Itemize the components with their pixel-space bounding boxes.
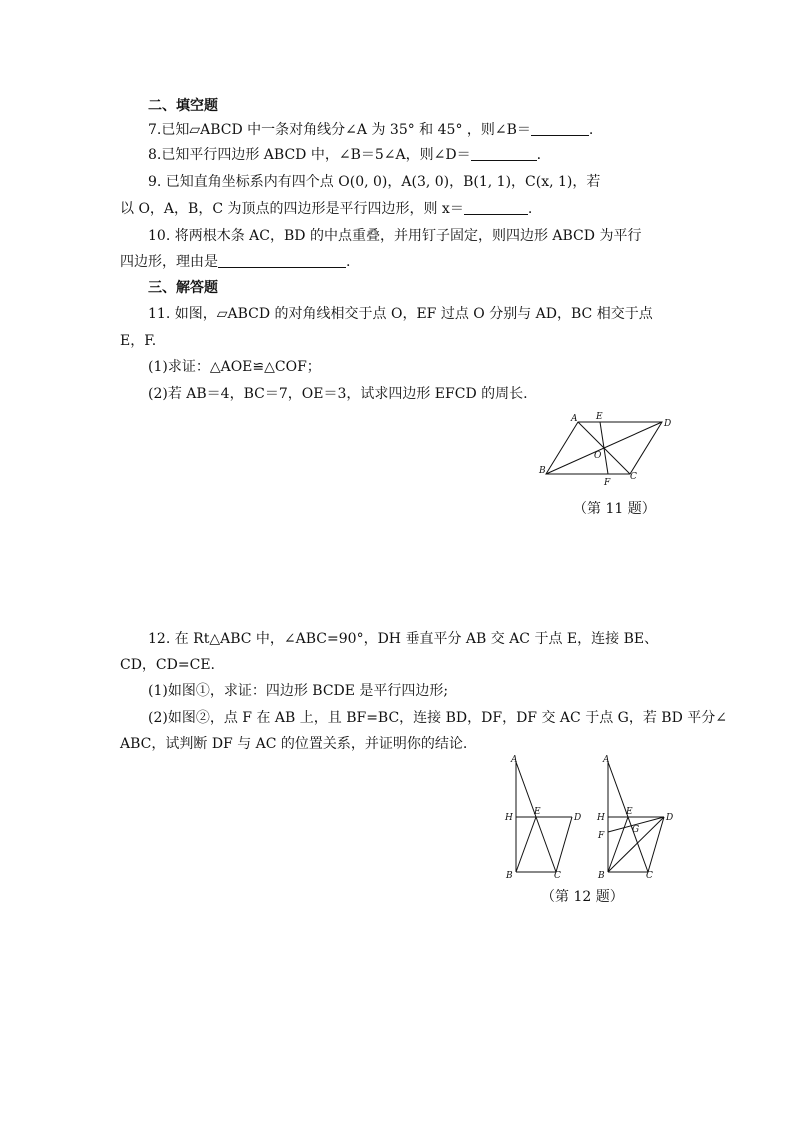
label-f: F [604,478,611,488]
label-h: H [597,813,605,823]
question-12-line2: CD，CD=CE. [120,657,215,673]
label-e: E [596,412,603,422]
figure-12-1 [500,752,590,882]
figure-12-2 [590,752,690,882]
question-9-line2 [120,199,532,219]
question-11-part1: (1)求证：△AOE≌△COF； [148,359,321,375]
question-8 [148,145,541,165]
label-a: A [511,755,518,765]
label-h: H [505,813,513,823]
label-d: D [574,813,582,823]
label-g: G [632,825,640,835]
label-b: B [539,466,546,476]
question-7-text: 7.已知▱ABCD 中一条对角线分∠A 为 35° 和 45° ，则∠B＝ [148,122,531,138]
caption-figure-11: （第 11 题） [573,501,656,517]
section-title-fill-blank: 二、填空题 [148,98,218,114]
question-11-line2: E，F. [120,333,157,349]
label-a: A [603,755,610,765]
label-o: O [594,451,602,461]
label-e: E [534,807,541,817]
question-8-text: 8.已知平行四边形 ABCD 中，∠B＝5∠A，则∠D＝ [148,147,471,163]
question-12-part2-line1: (2)如图②，点 F 在 AB 上，且 BF=BC，连接 BD，DF，DF 交 AC 于点 G，若 BD 平分∠ [148,710,727,726]
answer-blank-10[interactable] [218,253,346,268]
question-11-line1: 11. 如图，▱ABCD 的对角线相交于点 O，EF 过点 O 分别与 AD，BC 相交于点 [148,306,653,322]
question-7-end: . [588,122,594,138]
section-title-answer: 三、解答题 [148,280,218,296]
question-10-line2 [120,252,350,272]
question-9-line1: 9. 已知直角坐标系内有四个点 O(0, 0)，A(3, 0)，B(1, 1)，C(x, 1)，若 [148,174,601,190]
question-12-part2-line2: ABC，试判断 DF 与 AC 的位置关系，并证明你的结论. [120,736,468,752]
segment-ef [600,422,608,474]
label-d: D [666,813,674,823]
label-c: C [554,871,561,881]
question-12-part1: (1)如图①，求证：四边形 BCDE 是平行四边形; [148,683,449,699]
label-a: A [571,414,578,424]
question-9-end: . [527,201,533,217]
answer-blank-8[interactable] [471,146,537,161]
figure-11 [536,408,676,490]
label-c: C [646,871,653,881]
question-11-part2: (2)若 AB＝4，BC＝7，OE＝3，试求四边形 EFCD 的周长. [148,386,528,402]
segment-be [516,817,536,872]
label-e: E [626,807,633,817]
segment-cd [556,817,572,872]
label-f: F [598,831,605,841]
segment-be [608,817,628,872]
question-12-line1: 12. 在 Rt△ABC 中，∠ABC=90°，DH 垂直平分 AB 交 AC 于点 E，连接 BE、 [148,631,659,647]
question-8-end: . [536,147,542,163]
answer-blank-7[interactable] [531,121,589,136]
question-7 [148,120,593,140]
label-b: B [506,871,513,881]
label-b: B [598,871,605,881]
caption-figure-12: （第 12 题） [541,889,624,905]
label-d: D [664,419,672,429]
question-10-line1: 10. 将两根木条 AC，BD 的中点重叠，并用钉子固定，则四边形 ABCD 为平行 [148,228,642,244]
label-c: C [630,472,637,482]
question-9-text: 以 O，A，B，C 为顶点的四边形是平行四边形，则 x＝ [120,201,464,217]
question-10-text: 四边形，理由是 [120,254,218,270]
answer-blank-9[interactable] [464,200,528,215]
question-10-end: . [346,254,351,270]
